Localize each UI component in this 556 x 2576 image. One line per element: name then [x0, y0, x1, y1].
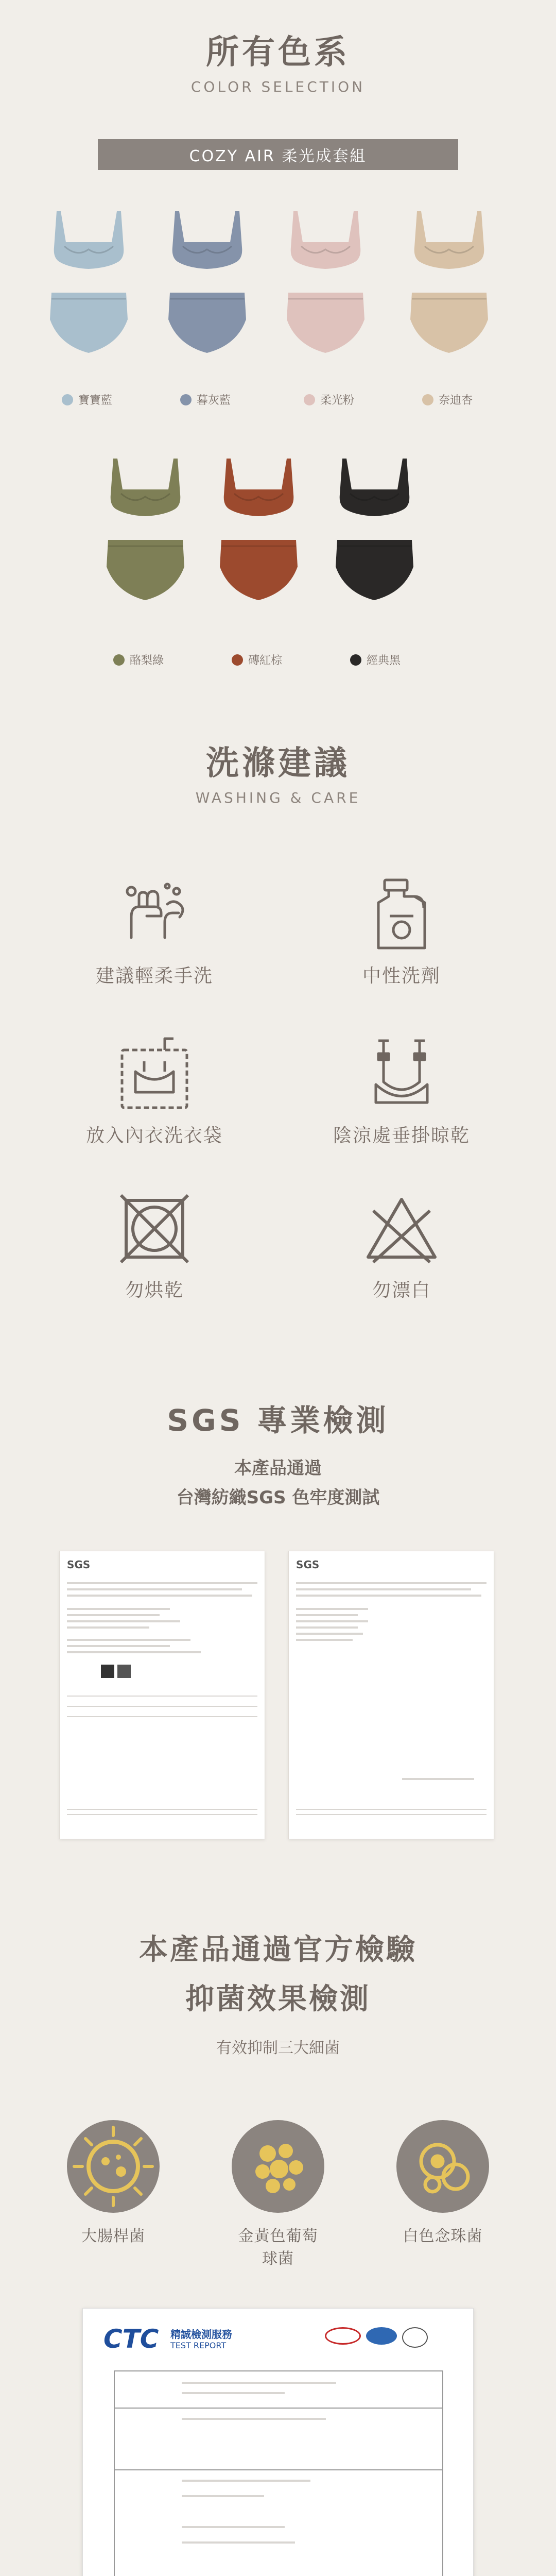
hand-wash-icon — [116, 876, 193, 953]
antibac-title2: 抑菌效果檢測 — [185, 1982, 371, 2016]
bacteria-label: 大腸桿菌 — [81, 2227, 145, 2245]
color-swatch — [113, 652, 164, 668]
care-section-subtitle: WASHING & CARE — [195, 789, 361, 806]
antibac-title1: 本產品通過官方檢驗 — [139, 1933, 417, 1967]
taf-logo — [402, 2327, 428, 2348]
color-swatch — [180, 392, 231, 408]
no-bleach-icon — [363, 1190, 440, 1267]
report-table — [114, 2370, 443, 2576]
product-磚紅棕 — [206, 453, 311, 608]
bacteria-candida — [396, 2120, 489, 2246]
product-酪梨綠 — [93, 453, 198, 608]
color-swatch — [304, 392, 354, 408]
color-name: 酪梨綠 — [130, 654, 164, 667]
color-section-subtitle: COLOR SELECTION — [190, 78, 366, 95]
care-label: 陰涼處垂掛晾乾 — [333, 1125, 470, 1146]
product-柔光粉 — [273, 206, 378, 361]
color-dot — [62, 394, 73, 405]
color-dot — [232, 654, 243, 666]
detergent-icon — [363, 876, 440, 953]
color-swatch — [232, 652, 282, 668]
sgs-title: SGS 專業檢測 — [167, 1403, 389, 1438]
no-tumble-dry-icon — [116, 1190, 193, 1267]
color-section-title: 所有色系 — [206, 33, 350, 72]
color-name: 奈迪杏 — [439, 394, 473, 407]
care-item-laundry-bag — [46, 1036, 263, 1147]
candida-icon — [396, 2120, 489, 2213]
sgs-report-2 — [288, 1551, 494, 1839]
color-dot — [422, 394, 433, 405]
product-寶寶藍 — [36, 206, 142, 361]
color-dot — [304, 394, 315, 405]
color-name: 柔光粉 — [320, 394, 355, 407]
color-swatch — [350, 652, 401, 668]
color-swatch — [62, 392, 112, 408]
care-item-detergent — [293, 876, 510, 988]
product-經典黑 — [322, 453, 427, 608]
color-dot — [350, 654, 361, 666]
tfa-logo — [325, 2327, 361, 2345]
care-label: 放入內衣洗衣袋 — [85, 1125, 223, 1146]
color-name: 暮灰藍 — [197, 394, 231, 407]
care-label: 勿漂白 — [372, 1280, 431, 1301]
ctc-en: TEST REPORT — [170, 2341, 227, 2350]
care-item-hand-wash — [46, 876, 263, 988]
care-item-no-tumble-dry — [46, 1190, 263, 1302]
antibac-subtitle: 有效抑制三大細菌 — [216, 2039, 340, 2057]
sgs-section — [0, 1396, 556, 1509]
ctc-report-1 — [82, 2308, 474, 2576]
care-label: 勿烘乾 — [125, 1280, 184, 1301]
bacteria-staphylococcus — [232, 2120, 324, 2268]
color-dot — [180, 394, 192, 405]
ilac-logo — [366, 2327, 397, 2345]
color-name: 磚紅棕 — [248, 654, 283, 667]
sgs-line2: 台灣紡織SGS 色牢度測試 — [176, 1487, 380, 1508]
sgs-line1: 本產品通過 — [234, 1458, 322, 1479]
care-label: 中性洗劑 — [362, 965, 441, 987]
sgs-report-1 — [59, 1551, 265, 1839]
product-奈迪杏 — [396, 206, 502, 361]
hang-dry-icon — [363, 1036, 440, 1113]
bacteria-label: 金黃色葡萄球菌 — [238, 2227, 318, 2268]
color-dot — [113, 654, 125, 666]
care-label: 建議輕柔手洗 — [95, 965, 213, 987]
care-section-header — [0, 737, 556, 806]
color-section-header — [0, 26, 556, 95]
color-name: 寶寶藍 — [78, 394, 113, 407]
bacteria-e-coli — [67, 2120, 160, 2246]
qr-code-icon — [101, 1665, 114, 1678]
bacteria-label: 白色念珠菌 — [403, 2227, 483, 2245]
sgs-logo: SGS — [296, 1558, 320, 1571]
sgs-logo: SGS — [67, 1558, 91, 1571]
qr-code-icon — [117, 1665, 131, 1678]
color-name: 經典黑 — [367, 654, 401, 667]
care-item-hang-dry — [293, 1036, 510, 1147]
antibac-section — [0, 1927, 556, 2058]
ctc-logo: CTC — [103, 2324, 159, 2354]
product-暮灰藍 — [154, 206, 260, 361]
ctc-name: 精誠檢測服務 — [170, 2328, 232, 2341]
care-item-no-bleach — [293, 1190, 510, 1302]
care-section-title: 洗滌建議 — [206, 744, 350, 783]
color-swatch — [422, 392, 473, 408]
product-banner: COZY AIR 柔光成套組 — [98, 139, 458, 170]
laundry-bag-icon — [116, 1036, 193, 1113]
e-coli-icon — [67, 2120, 160, 2213]
staphylococcus-icon — [232, 2120, 324, 2213]
